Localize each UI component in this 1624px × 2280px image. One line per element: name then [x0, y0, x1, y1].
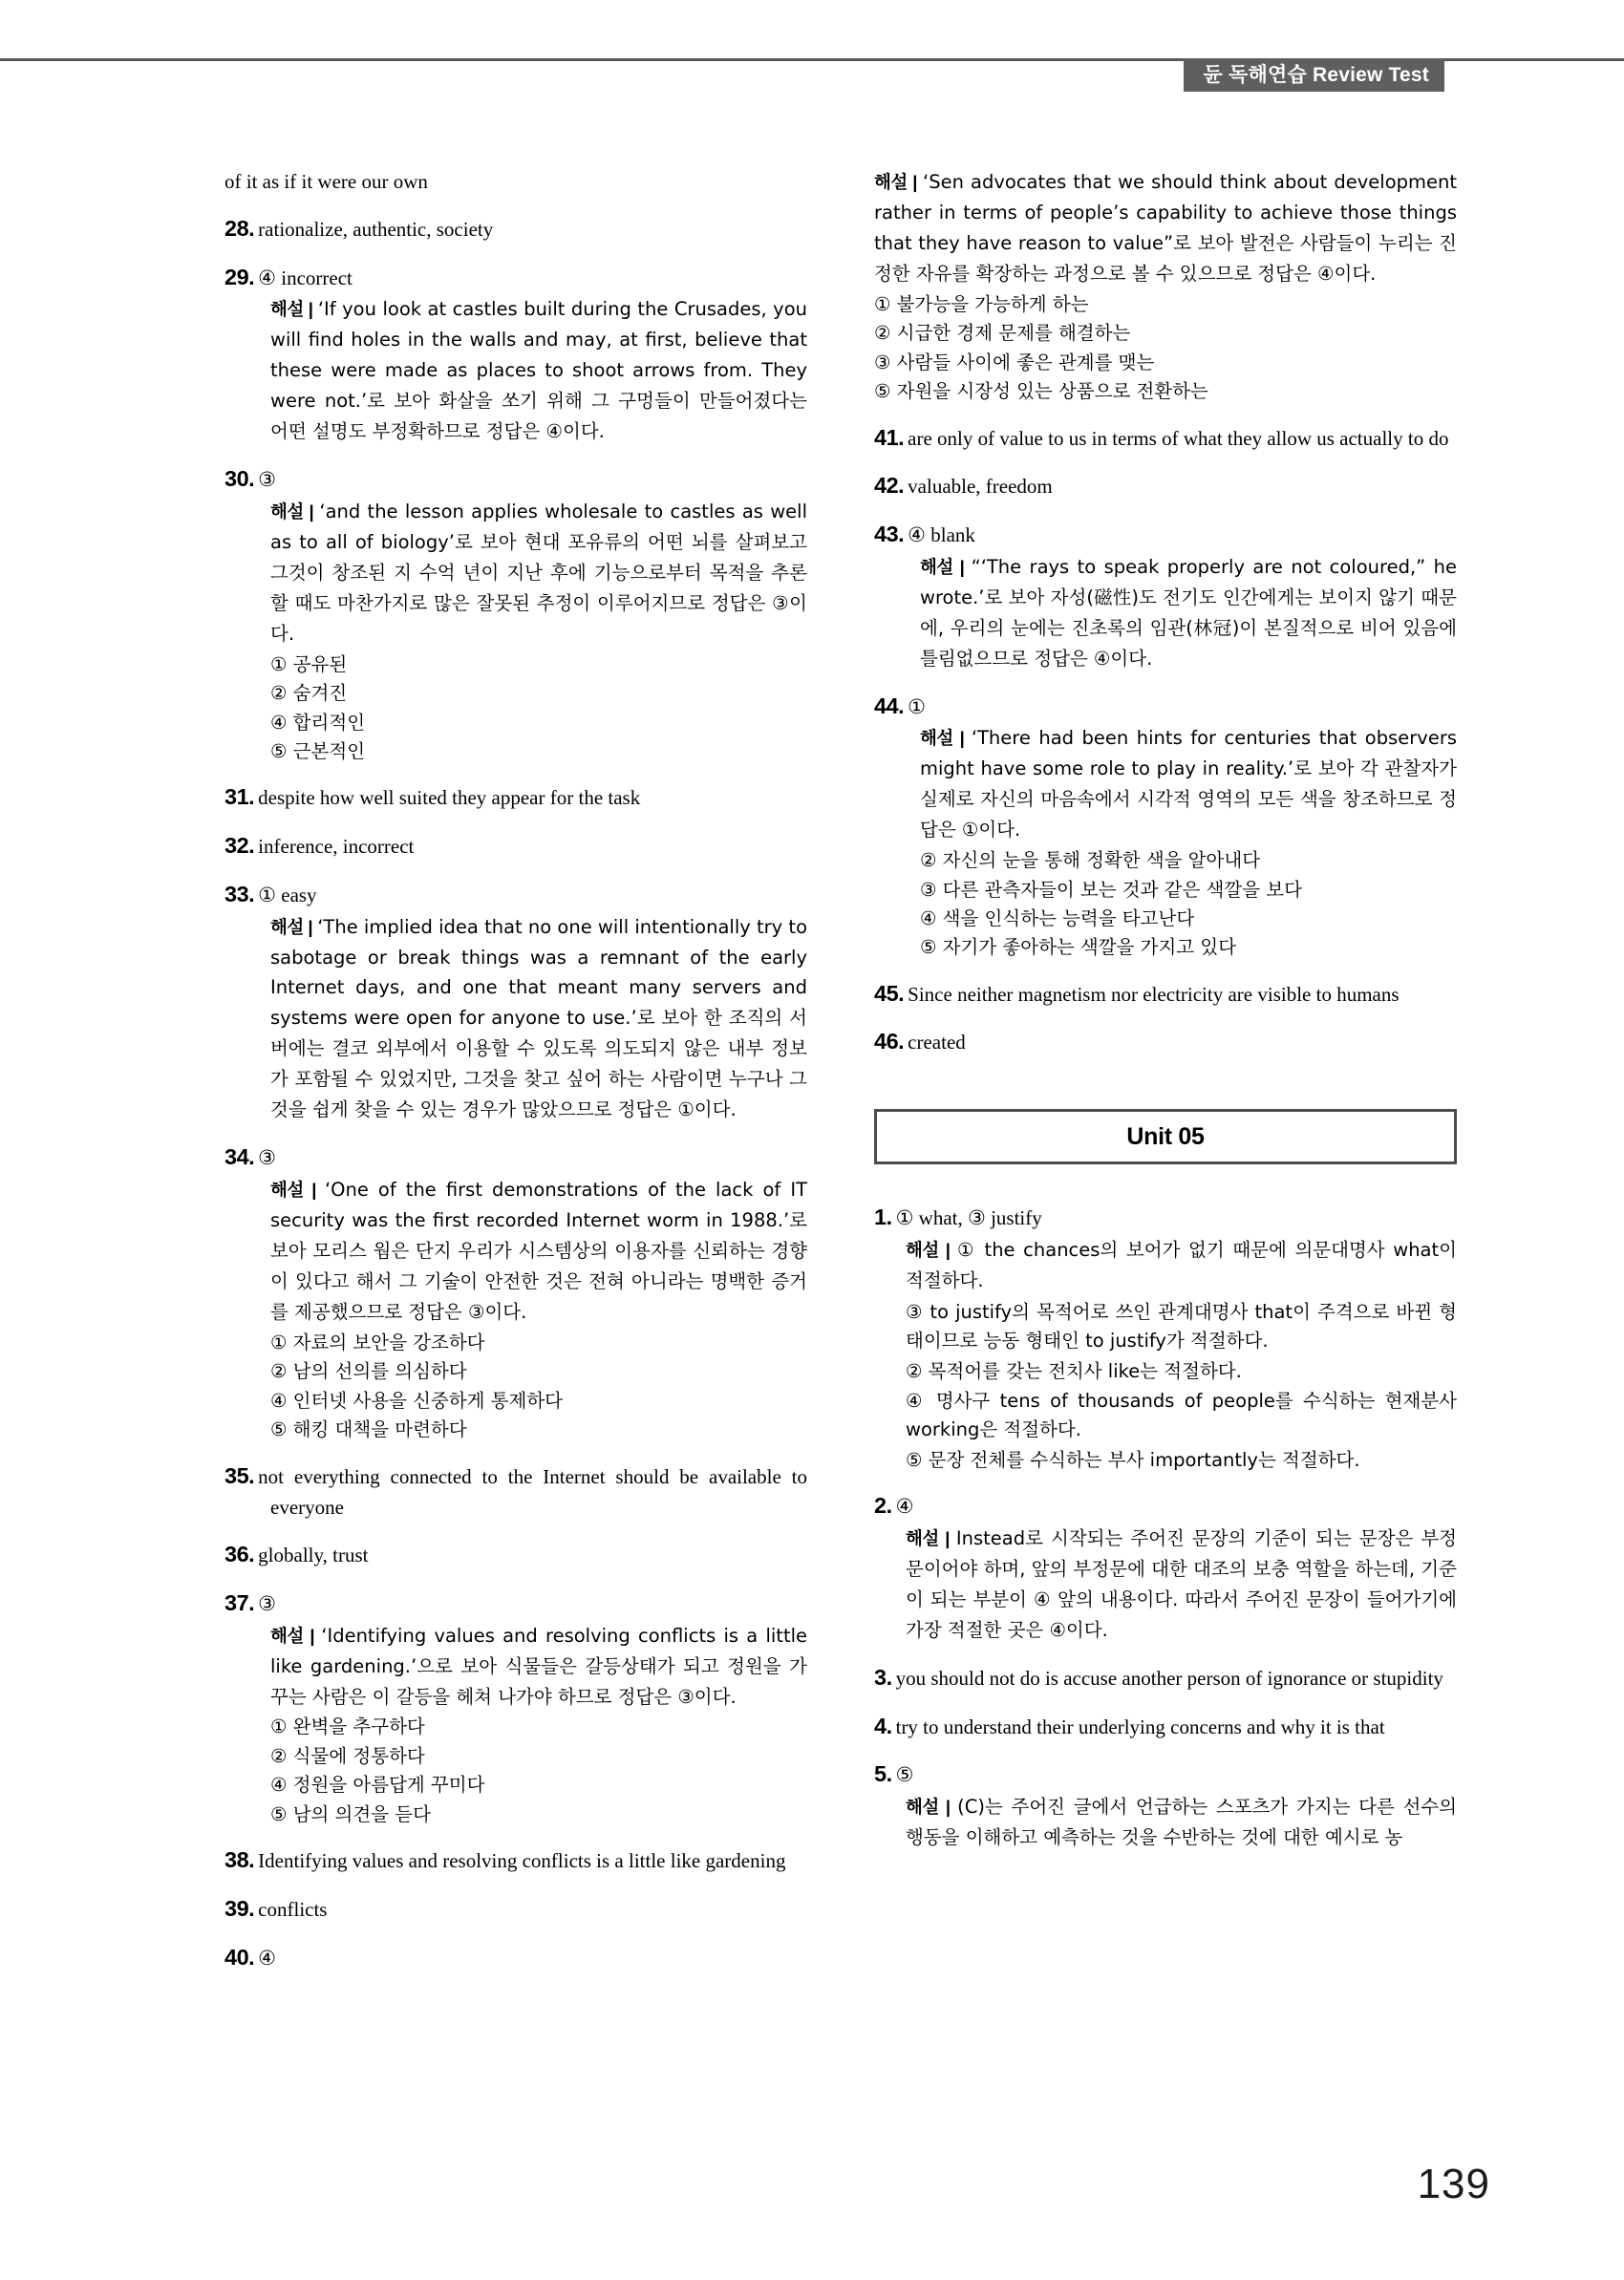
explanation-33: [224, 913, 807, 1127]
question-number-32: 32.: [224, 833, 255, 859]
answer-text-43: ④ blank: [908, 522, 975, 546]
option-item: ④ 합리적인: [270, 711, 366, 734]
option-item: ② 남의 선의를 의심하다: [270, 1360, 467, 1383]
option-item: ① 완벽을 추구하다: [270, 1715, 425, 1738]
explanation-34: [224, 1176, 807, 1329]
answer-head-36: [224, 1538, 807, 1572]
option-item: ② 식물에 정통하다: [270, 1744, 425, 1767]
explanation-tag: 해설 |: [920, 556, 965, 577]
explanation-tag: 해설 |: [906, 1528, 950, 1548]
explanation-tag: 해설 |: [874, 172, 917, 192]
option-item: ③ 다른 관측자들이 보는 것과 같은 색깔을 보다: [920, 878, 1302, 901]
question-number-38: 38.: [224, 1847, 255, 1873]
right-column: [874, 167, 1457, 1868]
explanation-extra-line: ④ 명사구 tens of thousands of people를 수식하는 현재분사 working은 적절하다.: [906, 1390, 1457, 1441]
explanation-body: “‘The rays to speak properly are not coloured,” he wrote.’로 보아 자성(磁性)도 전기도 인간에게는 보이지 않기 때문에, 우리의 눈에는 진초록의 임관(林冠)이 본질적으로 비어 있음에 틀림없으므로 정답은 ④이다.: [920, 555, 1458, 670]
answer-entry-u5: [874, 1758, 1457, 1854]
answer-head-33: [224, 878, 807, 912]
question-number-31: 31.: [224, 784, 255, 810]
answer-entry-46: [874, 1025, 1457, 1059]
question-number-39: 39.: [224, 1895, 255, 1921]
answer-text-42: valuable, freedom: [908, 475, 1053, 499]
answer-head-44: [874, 690, 1457, 724]
question-number-35: 35.: [224, 1462, 255, 1488]
question-number-u1: 1.: [874, 1204, 892, 1230]
answer-head-40: [224, 1941, 807, 1975]
unit-banner: [874, 1109, 1457, 1164]
answer-head-38: [224, 1843, 807, 1878]
option-item: ⑤ 자원을 시장성 있는 상품으로 전환하는: [874, 380, 1208, 403]
answer-head-u2: [874, 1489, 1457, 1524]
answer-text-32: inference, incorrect: [258, 835, 415, 859]
answer-head-28: [224, 212, 807, 246]
answer-entry-u2: [874, 1489, 1457, 1647]
answer-entry-31: [224, 780, 807, 815]
explanation-extra-line: ③ to justify의 목적어로 쓰인 관계대명사 that이 주격으로 바뀐 형태이므로 능동 형태인 to justify가 적절하다.: [906, 1300, 1457, 1353]
answer-text-46: created: [908, 1031, 966, 1055]
answer-entry-30: [224, 462, 807, 766]
answer-text-29: ④ incorrect: [258, 266, 353, 289]
page-header: [0, 0, 1624, 96]
header-tab-label: 듄 독해연습 Review Test: [1203, 64, 1429, 86]
answer-text-31: despite how well suited they appear for the task: [258, 786, 641, 810]
answer-head-45: [874, 977, 1457, 1012]
orphan-explanation: [874, 168, 1457, 290]
left-column: [224, 167, 807, 1989]
answer-entry-u3: [874, 1661, 1457, 1695]
option-item: ⑤ 남의 의견을 듣다: [270, 1802, 431, 1825]
question-number-42: 42.: [874, 473, 905, 499]
explanation-u1: [874, 1236, 1457, 1297]
option-item: ⑤ 해킹 대책을 마련하다: [270, 1418, 467, 1441]
option-item: ④ 색을 인식하는 능력을 타고난다: [920, 906, 1195, 929]
option-item: ⑤ 근본적인: [270, 739, 366, 762]
explanation-body: ‘There had been hints for centuries that observers might have some role to play in reality.’로 보아 각 관찰자가 실제로 자신의 마음속에서 시각적 영역의 모든 색을 창조하므로 정답은 ①이다.: [920, 727, 1458, 842]
answer-text-37: ③: [258, 1591, 276, 1615]
explanation-body: ① the chances의 보어가 없기 때문에 의문대명사 what이 적절하다.: [906, 1238, 1457, 1291]
answer-entry-39: [224, 1892, 807, 1927]
explanation-extra-line: ② 목적어를 갖는 전치사 like는 적절하다.: [906, 1359, 1242, 1382]
answer-text-u2: ④: [895, 1495, 914, 1519]
option-item: ⑤ 자기가 좋아하는 색깔을 가지고 있다: [920, 936, 1237, 959]
answer-entry-33: [224, 878, 807, 1127]
answer-text-38: Identifying values and resolving conflicts is a little like gardening: [258, 1849, 786, 1873]
answer-entry-44: [874, 690, 1457, 963]
explanation-tag: 해설 |: [270, 916, 313, 937]
answer-text-34: ③: [258, 1146, 276, 1170]
question-number-36: 36.: [224, 1542, 255, 1567]
explanation-extra-line: ⑤ 문장 전체를 수식하는 부사 importantly는 적절하다.: [906, 1448, 1360, 1471]
answer-text-45: Since neither magnetism nor electricity are visible to humans: [908, 982, 1400, 1006]
explanation-body: Instead로 시작되는 주어진 문장의 기준이 되는 문장은 부정문이어야 하며, 앞의 부정문에 대한 대조의 보충 역할을 하는데, 기준이 되는 부분이 ④ 앞의 내용이다. 따라서 주어진 문장이 들어가기에 가장 적절한 곳은 ④이다.: [906, 1527, 1457, 1641]
answer-head-37: [224, 1587, 807, 1621]
explanation-tag: 해설 |: [270, 299, 313, 320]
answer-text-39: conflicts: [258, 1897, 328, 1921]
answer-head-u4: [874, 1710, 1457, 1744]
option-item: ① 공유된: [270, 652, 348, 675]
explanation-43: [874, 553, 1457, 675]
answer-entry-45: [874, 977, 1457, 1012]
explanation-tag: 해설 |: [906, 1797, 951, 1818]
answer-entry-36: [224, 1538, 807, 1572]
option-item: ④ 정원을 아름답게 꾸미다: [270, 1774, 485, 1797]
orphan-explanation-entry: [874, 168, 1457, 407]
answer-entry-42: [874, 469, 1457, 503]
answer-head-42: [874, 469, 1457, 503]
answer-text-28: rationalize, authentic, society: [258, 217, 494, 241]
answer-entry-u1: [874, 1201, 1457, 1475]
explanation-body: ‘One of the first demonstrations of the lack of IT security was the first recorded Internet worm in 1988.’로 보아 모리스 웜은 단지 우리가 시스템상의 이용자를 신뢰하는 경향이 있다고 해서 그 기술이 안전한 것은 전혀 아니라는 명백한 증거를 제공했으므로 정답은 ③이다.: [270, 1179, 808, 1323]
explanation-tag: 해설 |: [270, 1625, 315, 1646]
unit-banner-label: Unit 05: [1126, 1122, 1205, 1150]
answer-head-35: [224, 1460, 807, 1524]
answer-text-35: not everything connected to the Internet should be available to everyone: [258, 1464, 807, 1520]
answer-head-39: [224, 1892, 807, 1927]
option-item: ② 시급한 경제 문제를 해결하는: [874, 322, 1131, 345]
header-tab: [1184, 58, 1444, 92]
explanation-tag: 해설 |: [270, 1180, 316, 1201]
question-number-u3: 3.: [874, 1664, 892, 1690]
answer-head-29: [224, 261, 807, 295]
answer-text-u4: try to understand their underlying concerns and why it is that: [895, 1715, 1385, 1738]
answer-text-33: ① easy: [258, 883, 317, 906]
answer-entry-32: [224, 829, 807, 863]
answer-head-46: [874, 1025, 1457, 1059]
answer-entry-29: [224, 261, 807, 449]
answer-entry-u4: [874, 1710, 1457, 1744]
question-number-37: 37.: [224, 1589, 255, 1615]
orphan-line-entry: [224, 167, 807, 198]
option-item: ① 자료의 보안을 강조하다: [270, 1331, 485, 1353]
question-number-34: 34.: [224, 1144, 255, 1170]
option-item: ② 자신의 눈을 통해 정확한 색을 알아내다: [920, 849, 1261, 872]
answer-entry-37: [224, 1587, 807, 1829]
question-number-u5: 5.: [874, 1761, 892, 1787]
explanation-29: [224, 295, 807, 448]
answer-text-36: globally, trust: [258, 1544, 369, 1567]
answer-head-31: [224, 780, 807, 815]
option-item: ④ 인터넷 사용을 신중하게 통제하다: [270, 1389, 563, 1412]
answer-head-u5: [874, 1758, 1457, 1792]
question-number-29: 29.: [224, 264, 255, 289]
option-item: ② 숨겨진: [270, 682, 348, 705]
question-number-43: 43.: [874, 521, 905, 546]
question-number-u2: 2.: [874, 1493, 892, 1519]
explanation-u2: [874, 1524, 1457, 1647]
question-number-u4: 4.: [874, 1713, 892, 1738]
answer-head-41: [874, 421, 1457, 456]
question-number-28: 28.: [224, 215, 255, 241]
explanation-body: ‘If you look at castles built during the Crusades, you will find holes in the walls and may, at first, believe that these were made as places to shoot arrows from. They were not.’로 보아 화살을 쏘기 위해 그 구멍들이 만들어졌다는 어떤 설명도 부정확하므로 정답은 ④이다.: [270, 298, 808, 443]
option-item: ③ 사람들 사이에 좋은 관계를 맺는: [874, 351, 1155, 373]
explanation-u5: [874, 1793, 1457, 1854]
answer-entry-34: [224, 1140, 807, 1444]
explanation-30: [224, 498, 807, 650]
question-number-44: 44.: [874, 693, 905, 718]
answer-entry-38: [224, 1843, 807, 1878]
answer-text-u5: ⑤: [895, 1763, 914, 1787]
answer-entry-41: [874, 421, 1457, 456]
answer-head-30: [224, 462, 807, 497]
question-number-46: 46.: [874, 1029, 905, 1055]
explanation-37: [224, 1622, 807, 1714]
answer-text-u1: ① what, ③ justify: [895, 1206, 1042, 1230]
question-number-30: 30.: [224, 466, 255, 492]
explanation-body: ‘and the lesson applies wholesale to castles as well as to all of biology’로 보아 현대 포유류의 어떤 뇌를 살펴보고 그것이 창조된 지 수억 년이 지난 후에 기능으로부터 목적을 추론할 때도 마찬가지로 많은 잘못된 추정이 이루어지므로 정답은 ③이다.: [270, 500, 807, 645]
answer-text-44: ①: [908, 694, 926, 718]
explanation-tag: 해설 |: [920, 728, 965, 749]
answer-head-u1: [874, 1201, 1457, 1235]
answer-head-32: [224, 829, 807, 863]
orphan-line: of it as if it were our own: [224, 170, 428, 193]
page-number: 139: [1417, 2161, 1490, 2207]
answer-head-u3: [874, 1661, 1457, 1695]
answer-entry-35: [224, 1460, 807, 1524]
answer-text-41: are only of value to us in terms of what they allow us actually to do: [908, 426, 1449, 450]
explanation-body: (C)는 주어진 글에서 언급하는 스포츠가 가지는 다른 선수의 행동을 이해하고 예측하는 것을 수반하는 것에 대한 예시로 농: [906, 1796, 1457, 1848]
answer-entry-40: [224, 1941, 807, 1975]
explanation-tag: 해설 |: [906, 1239, 951, 1260]
question-number-45: 45.: [874, 980, 905, 1006]
question-number-40: 40.: [224, 1944, 255, 1970]
question-number-33: 33.: [224, 881, 255, 906]
option-item: ① 불가능을 가능하게 하는: [874, 292, 1089, 315]
answer-text-40: ④: [258, 1946, 276, 1970]
explanation-44: [874, 724, 1457, 846]
answer-entry-28: [224, 212, 807, 246]
answer-head-34: [224, 1140, 807, 1175]
explanation-body: ‘Identifying values and resolving conflicts is a little like gardening.’으로 보아 식물들은 갈등상태가 되고 정원을 가꾸는 사람은 이 갈등을 헤쳐 나가야 하므로 정답은 ③이다.: [270, 1624, 807, 1708]
answer-entry-43: [874, 518, 1457, 675]
explanation-tag: 해설 |: [270, 501, 314, 522]
answer-head-43: [874, 518, 1457, 552]
answer-text-30: ③: [258, 468, 276, 492]
answer-text-u3: you should not do is accuse another person of ignorance or stupidity: [895, 1666, 1443, 1690]
explanation-body: ‘Sen advocates that we should think about development rather in terms of people’s capability to achieve those things that they have reason to value”로 보아 발전은 사람들이 누리는 진정한 자유를 확장하는 과정으로 볼 수 있으므로 정답은 ④이다.: [874, 171, 1458, 285]
explanation-body: ‘The implied idea that no one will intentionally try to sabotage or break things was a remnant of the early Internet days, and one that meant many servers and systems were open for anyone to use.’로 보아 한 조직의 서버에는 결코 외부에서 이용할 수 있도록 의도되지 않은 내부 정보가 포함될 수 있었지만, 그것을 찾고 싶어 하는 사람이면 누구나 그것을 쉽게 찾을 수 있는 경우가 많았으므로 정답은 ①이다.: [270, 915, 808, 1121]
question-number-41: 41.: [874, 424, 905, 450]
